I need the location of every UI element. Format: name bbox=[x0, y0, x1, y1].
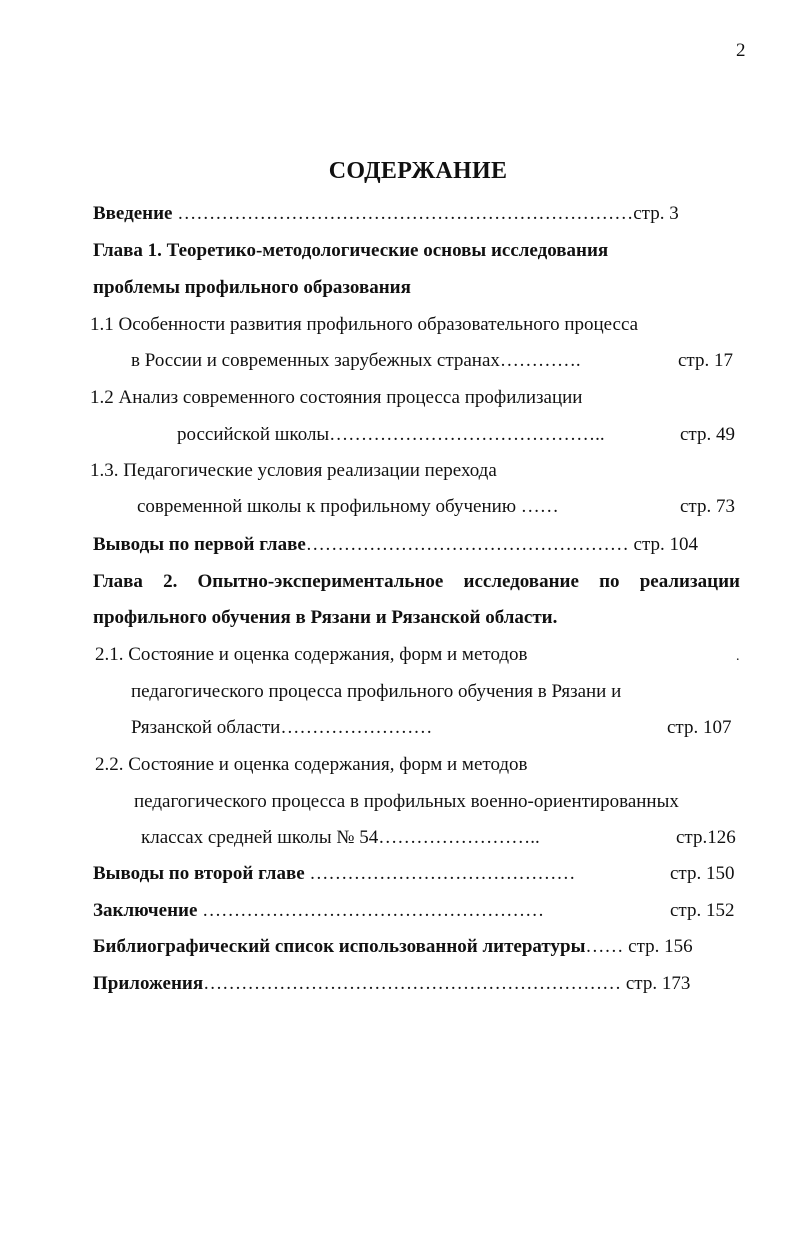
toc-chapter-2-word: Глава bbox=[93, 571, 143, 592]
toc-entry-conclusions-2 bbox=[93, 862, 575, 886]
toc-chapter-2-line2: профильного обучения в Рязани и Рязанской области. bbox=[93, 607, 558, 628]
toc-entry-label: Библиографический список использованной литературы bbox=[93, 936, 586, 957]
toc-entry-appendices bbox=[93, 972, 690, 996]
toc-entry-final-conclusion-page: стр. 152 bbox=[670, 900, 735, 921]
toc-section-2-2-line2: педагогического процесса в профильных военно-ориентированных bbox=[134, 791, 679, 812]
toc-entry-label: Выводы по второй главе bbox=[93, 863, 310, 884]
toc-entry-conclusions-1 bbox=[93, 533, 698, 557]
toc-section-2-2-line1: 2.2. Состояние и оценка содержания, форм и методов bbox=[95, 754, 528, 775]
toc-section-1-2-line2: российской школы…………………………………….. bbox=[177, 424, 605, 445]
toc-chapter-2-word: 2. bbox=[163, 571, 178, 592]
toc-section-1-3-line1: 1.3. Педагогические условия реализации перехода bbox=[90, 460, 497, 481]
toc-dots-page: …………………………………………… стр. 104 bbox=[305, 534, 698, 555]
toc-section-2-2-line3: классах средней школы № 54…………………….. bbox=[141, 827, 540, 848]
toc-chapter-2-word: Опытно-экспериментальное bbox=[197, 571, 444, 592]
toc-dots-page: ………………………………………………………… стр. 173 bbox=[203, 973, 691, 994]
toc-entry-label: Приложения bbox=[93, 973, 204, 994]
toc-entry-label: Заключение bbox=[93, 900, 203, 921]
toc-section-2-1-line1: 2.1. Состояние и оценка содержания, форм и методов bbox=[95, 644, 528, 665]
toc-section-1-3-page: стр. 73 bbox=[680, 496, 735, 517]
page-title: СОДЕРЖАНИЕ bbox=[328, 158, 508, 184]
toc-chapter-2-word: по bbox=[599, 571, 620, 592]
toc-section-2-1-line3: Рязанской области…………………… bbox=[131, 717, 433, 738]
toc-section-1-1-line1: 1.1 Особенности развития профильного образовательного процесса bbox=[90, 314, 639, 335]
toc-chapter-2-line1 bbox=[93, 570, 740, 594]
toc-entry-bibliography bbox=[93, 935, 693, 959]
toc-chapter-1-line2: проблемы профильного образования bbox=[93, 277, 411, 298]
toc-dots-page: ………………………………………………………………стр. 3 bbox=[177, 203, 679, 224]
toc-chapter-1-line1: Глава 1. Теоретико-методологические основы исследования bbox=[93, 240, 609, 261]
toc-dots-page: …… стр. 156 bbox=[585, 936, 693, 957]
toc-section-1-1-page: стр. 17 bbox=[678, 350, 733, 371]
toc-section-2-1-line2: педагогического процесса профильного обучения в Рязани и bbox=[131, 681, 622, 702]
toc-entry-conclusions-2-page: стр. 150 bbox=[670, 863, 735, 884]
toc-entry-label: Введение bbox=[93, 203, 178, 224]
toc-entry-final-conclusion bbox=[93, 899, 544, 923]
toc-section-1-2-line1: 1.2 Анализ современного состояния процесса профилизации bbox=[90, 387, 583, 408]
toc-entry-label: Выводы по первой главе bbox=[93, 534, 306, 555]
toc-section-2-2-page: стр.126 bbox=[676, 827, 736, 848]
toc-dots: ……………………………………………… bbox=[202, 900, 545, 921]
toc-entry-introduction bbox=[93, 202, 679, 226]
toc-section-2-1-page: стр. 107 bbox=[667, 717, 732, 738]
toc-dots: …………………………………… bbox=[309, 863, 576, 884]
toc-section-1-2-page: стр. 49 bbox=[680, 424, 735, 445]
stray-mark: . bbox=[736, 649, 740, 664]
toc-section-1-3-line2: современной школы к профильному обучению …… bbox=[137, 496, 559, 517]
toc-chapter-2-word: исследование bbox=[463, 571, 579, 592]
page-number: 2 bbox=[736, 40, 746, 61]
toc-chapter-2-word: реализации bbox=[639, 571, 740, 592]
toc-section-1-1-line2: в России и современных зарубежных странах…………. bbox=[131, 350, 581, 371]
